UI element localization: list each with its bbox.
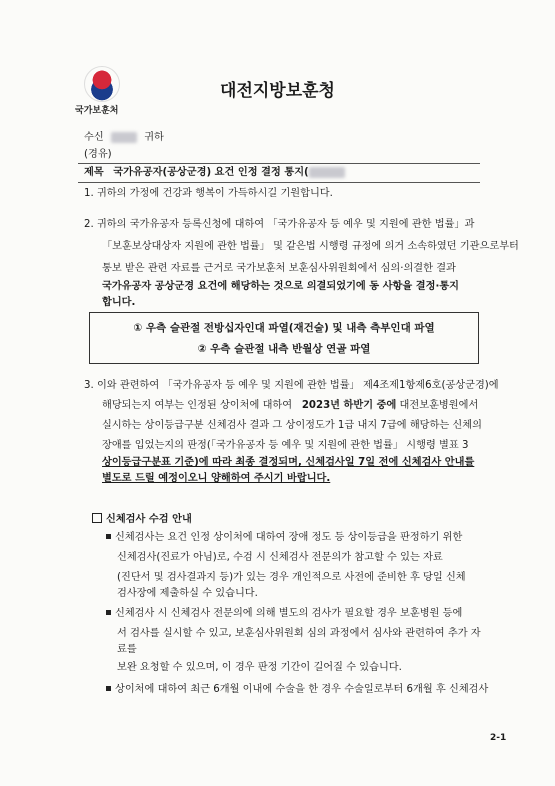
- subject-text: 국가유공자(공상군경) 요건 인정 결정 통지(: [113, 167, 309, 178]
- p2-line: 합니다.: [102, 297, 136, 308]
- page-number: 2-1: [490, 733, 507, 743]
- p3-line: 3. 이와 관련하여 「국가유공자 등 예우 및 지원에 관한 법률」 제4조제1항제6호(공상군경)에: [84, 380, 499, 391]
- subject-line: [84, 166, 345, 180]
- logo-text: 국가보훈처: [75, 106, 119, 116]
- bullet-1-line: (진단서 및 검사결과지 등)가 있는 경우 개인적으로 사전에 준비한 후 당일 신체: [117, 572, 466, 583]
- bullet-1-line: 검사장에 제출하실 수 있습니다.: [117, 588, 258, 599]
- recipient-label: 수신: [84, 132, 104, 143]
- p3-line: 별도로 드릴 예정이오니 양해하여 주시기 바랍니다.: [102, 473, 331, 484]
- bullet-2-line: 보완 요청할 수 있으며, 이 경우 판정 기간이 길어질 수 있습니다.: [117, 662, 402, 673]
- bullet-3-line: [106, 683, 488, 697]
- bullet-text: 상이처에 대하여 최근 6개월 이내에 수술을 한 경우 수술일로부터 6개월 후 신체검사: [115, 684, 489, 695]
- recipient-line: [84, 131, 164, 145]
- bullet-icon: [106, 534, 111, 539]
- checkbox-icon: [92, 513, 102, 523]
- bullet-2-line: [106, 607, 462, 621]
- bullet-2-line: 료를: [117, 644, 137, 655]
- recipient-suffix: 귀하: [144, 132, 164, 143]
- redacted-number: [309, 167, 345, 178]
- p2-line: 국가유공자 공상군경 요건에 해당하는 것으로 의결되었기에 동 사항을 결정·통지: [102, 281, 459, 292]
- p3-line: 상이등급구분표 기준)에 따라 최종 결정되며, 신체검사일 7일 전에 신체검사 안내를: [102, 457, 475, 468]
- injury-item-1: ① 우측 슬관절 전방십자인대 파열(재건술) 및 내측 측부인대 파열: [133, 322, 435, 334]
- p2-line: 통보 받은 관련 자료를 근거로 국가보훈처 보훈심사위원회에서 심의·의결한 결과: [102, 263, 456, 274]
- p2-line: 「보훈보상대상자 지원에 관한 법률」 및 같은법 시행령 규정에 의거 소속하였던 기관으로부터: [102, 241, 519, 252]
- bullet-text: 신체검사 시 신체검사 전문의에 의해 별도의 검사가 필요할 경우 보훈병원 등에: [115, 608, 463, 619]
- bullet-text: 신체검사는 요건 인정 상이처에 대하여 장애 정도 등 상이등급을 판정하기 위한: [115, 532, 463, 543]
- p2-line: 2. 귀하의 국가유공자 등록신청에 대하여 「국가유공자 등 예우 및 지원에 관한 법률」과: [84, 219, 475, 230]
- paragraph-1: 1. 귀하의 가정에 건강과 행복이 가득하시길 기원합니다.: [84, 188, 333, 199]
- section-title-text: 신체검사 수검 안내: [106, 514, 192, 525]
- p3-line: 장애를 입었는지의 판정(「국가유공자 등 예우 및 지원에 관한 법률」 시행령 별표 3: [102, 440, 469, 451]
- injury-item-2: ② 우측 슬관절 내측 반월상 연골 파열: [197, 343, 371, 355]
- section-title: [92, 513, 192, 527]
- bullet-1-line: 신체검사(진료가 아님)로, 수검 시 신체검사 전문의가 참고할 수 있는 자료: [117, 552, 443, 563]
- bullet-icon: [106, 610, 111, 615]
- divider: [78, 182, 480, 183]
- redacted-name: [111, 132, 137, 143]
- injury-box: [89, 312, 479, 364]
- bullet-1-line: [106, 531, 462, 545]
- bullet-2-line: 서 검사를 실시할 수 있고, 보훈심사위원회 심의 과정에서 심사와 관련하여 추가 자: [117, 628, 481, 639]
- p3-bold: 2023년 하반기 중에: [301, 400, 397, 411]
- divider: [78, 163, 480, 164]
- p3-line: 해당되는지 여부는 인정된 상이처에 대하여 2023년 하반기 중에 대전보훈병원에서: [102, 400, 479, 411]
- subject-label: 제목: [84, 167, 104, 178]
- agency-title: 대전지방보훈청: [220, 81, 335, 101]
- p3-line: 실시하는 상이등급구분 신체검사 결과 그 상이정도가 1급 내지 7급에 해당하는 신체의: [102, 420, 482, 431]
- via-line: (경유): [84, 149, 112, 160]
- bullet-icon: [106, 686, 111, 691]
